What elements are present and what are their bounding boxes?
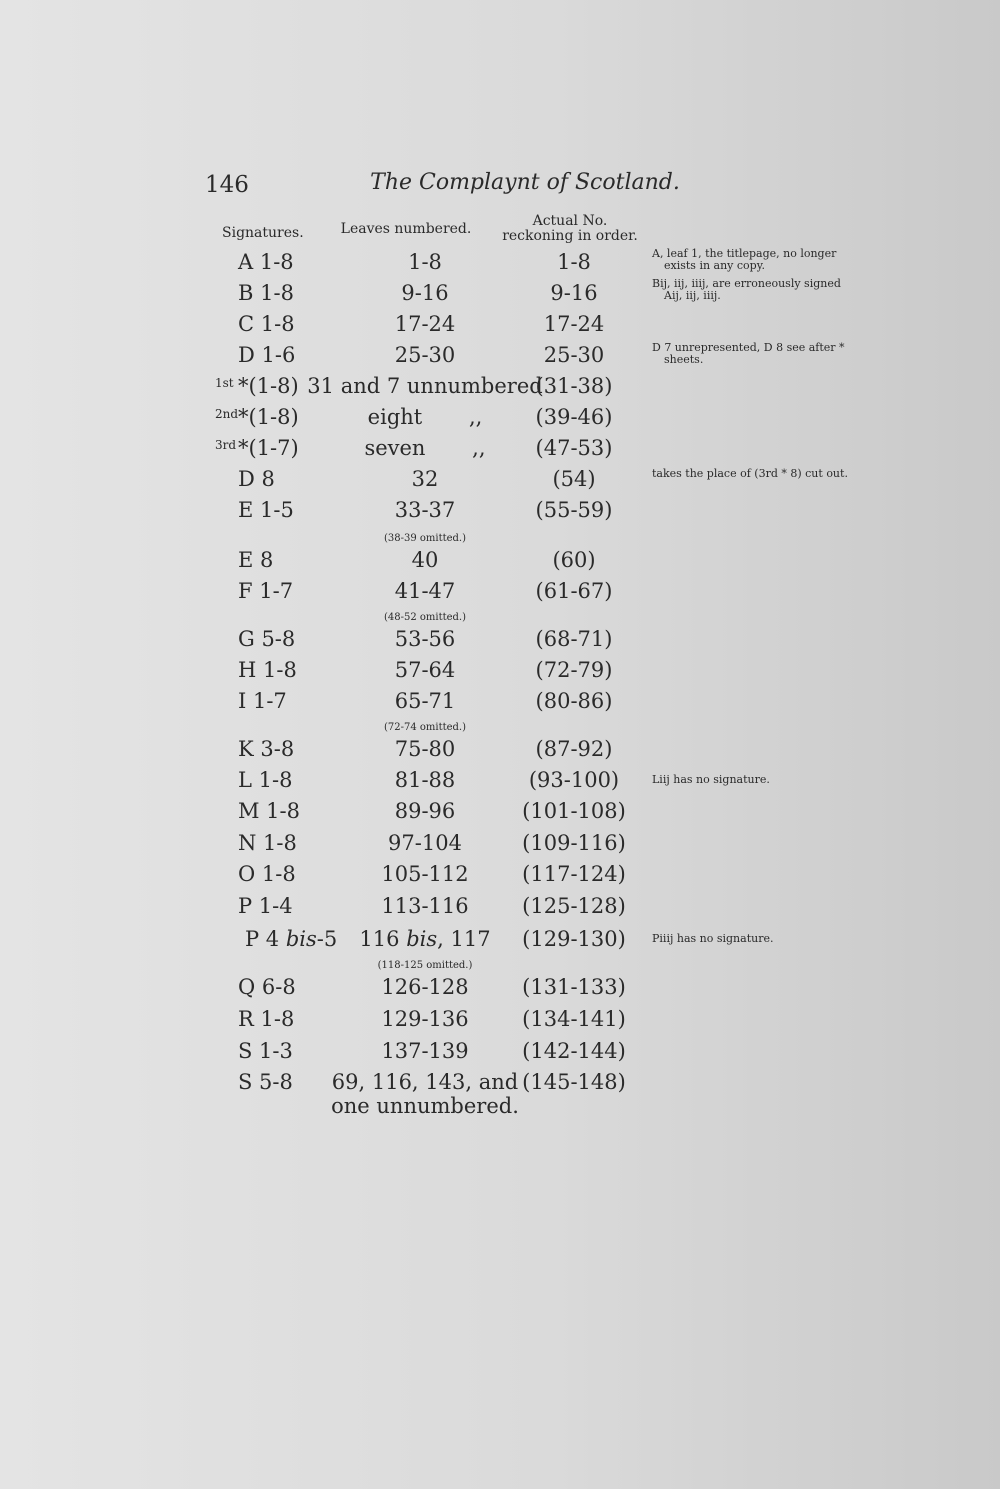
signature-cell: B 1-8 — [238, 281, 294, 305]
column-header-signatures: Signatures. — [222, 225, 304, 241]
margin-note-line: sheets. — [664, 353, 704, 366]
signature-cell: M 1-8 — [238, 799, 300, 823]
leaves-cell: 57-64 — [394, 658, 456, 682]
leaves-cell: 33-37 — [394, 498, 456, 522]
column-header-actual-line2: reckoning in order. — [502, 228, 638, 244]
leaves-cell: 116 bis, 117 — [359, 927, 491, 951]
table-row — [0, 658, 1000, 690]
margin-note — [652, 468, 862, 480]
signature-cell: N 1-8 — [238, 831, 297, 855]
actual-cell: (47-53) — [535, 436, 613, 460]
margin-note-line: Piiij has no signature. — [652, 932, 774, 945]
leaves-cell: 9-16 — [401, 281, 449, 305]
margin-note-line: Aij, iij, iiij. — [664, 289, 721, 302]
signature-cell: R 1-8 — [238, 1007, 295, 1031]
margin-note-line: Liij has no signature. — [652, 773, 770, 786]
table-row — [0, 689, 1000, 721]
omitted-note: (48-52 omitted.) — [383, 612, 467, 623]
column-header-actual-line1: Actual No. — [532, 213, 608, 229]
actual-cell: (145-148) — [522, 1070, 626, 1094]
actual-cell: (117-124) — [522, 862, 626, 886]
omitted-note: (72-74 omitted.) — [383, 722, 467, 733]
table-row — [0, 579, 1000, 611]
margin-note-line: takes the place of (3rd * 8) cut out. — [652, 467, 848, 480]
leaves-cell: 1-8 — [408, 250, 442, 274]
margin-note — [652, 342, 852, 366]
actual-cell: (109-116) — [522, 831, 626, 855]
signature-cell: F 1-7 — [238, 579, 294, 603]
actual-cell: 1-8 — [557, 250, 591, 274]
actual-cell: 25-30 — [543, 343, 605, 367]
actual-cell: (142-144) — [522, 1039, 626, 1063]
table-row — [0, 374, 1000, 406]
actual-cell: (60) — [552, 548, 596, 572]
omitted-note: (118-125 omitted.) — [377, 960, 473, 971]
signature-cell: G 5-8 — [238, 627, 296, 651]
leaves-cell: 65-71 — [394, 689, 456, 713]
actual-cell: (93-100) — [528, 768, 620, 792]
table-row — [0, 436, 1000, 468]
table-row — [0, 737, 1000, 769]
signature-cell: E 1-5 — [238, 498, 294, 522]
signature-cell: *(1-8) — [238, 374, 299, 398]
actual-cell: (31-38) — [535, 374, 613, 398]
margin-note — [652, 933, 852, 945]
sheet-ordinal: 1st — [215, 376, 234, 390]
actual-cell: (134-141) — [522, 1007, 626, 1031]
signature-cell: E 8 — [238, 548, 274, 572]
margin-note — [652, 278, 852, 302]
signature-cell: O 1-8 — [238, 862, 296, 886]
actual-cell: (72-79) — [535, 658, 613, 682]
margin-note-line: Bij, iij, iiij, are erroneously signed — [652, 277, 841, 290]
table-row — [0, 799, 1000, 831]
column-header-actual — [500, 214, 640, 244]
table-row — [0, 862, 1000, 894]
leaves-cell: 40 — [411, 548, 439, 572]
margin-note — [652, 248, 852, 272]
leaves-cell: 105-112 — [381, 862, 469, 886]
signature-cell: S 5-8 — [238, 1070, 293, 1094]
signature-cell: H 1-8 — [238, 658, 297, 682]
table-row — [0, 312, 1000, 344]
table-row — [0, 627, 1000, 659]
column-header-leaves: Leaves numbered. — [340, 221, 472, 237]
actual-cell: 9-16 — [550, 281, 598, 305]
margin-note-line: D 7 unrepresented, D 8 see after * — [652, 341, 845, 354]
signature-cell: K 3-8 — [238, 737, 295, 761]
leaves-cell: 53-56 — [394, 627, 456, 651]
table-row — [0, 831, 1000, 863]
leaves-cell: 17-24 — [394, 312, 456, 336]
leaves-line1: 69, 116, 143, and — [331, 1070, 519, 1094]
leaves-cell: 137-139 — [381, 1039, 469, 1063]
signature-cell: *(1-7) — [238, 436, 299, 460]
actual-cell: (80-86) — [535, 689, 613, 713]
leaves-line2: one unnumbered. — [331, 1094, 519, 1118]
actual-cell: 17-24 — [543, 312, 605, 336]
signature-cell: I 1-7 — [238, 689, 287, 713]
actual-cell: (54) — [552, 467, 596, 491]
leaves-cell: 75-80 — [394, 737, 456, 761]
signature-cell: P 1-4 — [238, 894, 293, 918]
sheet-ordinal: 2nd — [215, 407, 239, 421]
actual-cell: (129-130) — [522, 927, 626, 951]
signature-cell: S 1-3 — [238, 1039, 293, 1063]
margin-note — [652, 774, 852, 786]
actual-cell: (68-71) — [535, 627, 613, 651]
leaves-cell: 113-116 — [381, 894, 469, 918]
signature-cell: D 8 — [238, 467, 275, 491]
actual-cell: (125-128) — [522, 894, 626, 918]
actual-cell: (131-133) — [522, 975, 626, 999]
actual-cell: (101-108) — [522, 799, 626, 823]
margin-note-line: A, leaf 1, the titlepage, no longer — [652, 247, 837, 260]
table-row — [0, 894, 1000, 926]
margin-note-line: exists in any copy. — [664, 259, 765, 272]
signature-cell: *(1-8) — [238, 405, 299, 429]
table-row — [0, 548, 1000, 580]
signature-cell: A 1-8 — [238, 250, 294, 274]
signature-cell: L 1-8 — [238, 768, 293, 792]
leaves-cell: 31 and 7 unnumbered — [307, 374, 543, 398]
signature-cell: C 1-8 — [238, 312, 295, 336]
table-row — [0, 498, 1000, 530]
leaves-cell: 126-128 — [381, 975, 469, 999]
leaves-cell: 129-136 — [381, 1007, 469, 1031]
actual-cell: (55-59) — [535, 498, 613, 522]
leaves-cell: 97-104 — [388, 831, 462, 855]
page-number: 146 — [205, 172, 249, 198]
leaves-cell: 89-96 — [394, 799, 456, 823]
actual-cell: (61-67) — [535, 579, 613, 603]
table-row — [0, 1007, 1000, 1039]
leaves-cell: 25-30 — [394, 343, 456, 367]
sheet-ordinal: 3rd — [215, 438, 237, 452]
table-row — [0, 1039, 1000, 1071]
table-row — [0, 405, 1000, 437]
omitted-note: (38-39 omitted.) — [383, 533, 467, 544]
actual-cell: (87-92) — [535, 737, 613, 761]
signature-cell: P 4 bis-5 — [245, 927, 338, 951]
running-title: The Complaynt of Scotland. — [370, 170, 680, 195]
actual-cell: (39-46) — [535, 405, 613, 429]
table-row — [0, 1070, 1000, 1126]
leaves-cell: 81-88 — [394, 768, 456, 792]
leaves-cell: eight ,, — [367, 405, 483, 429]
signature-cell: D 1-6 — [238, 343, 296, 367]
signature-cell: Q 6-8 — [238, 975, 296, 999]
leaves-cell: 41-47 — [394, 579, 456, 603]
leaves-cell: 32 — [411, 467, 439, 491]
table-row — [0, 975, 1000, 1007]
leaves-cell: seven ,, — [364, 436, 486, 460]
